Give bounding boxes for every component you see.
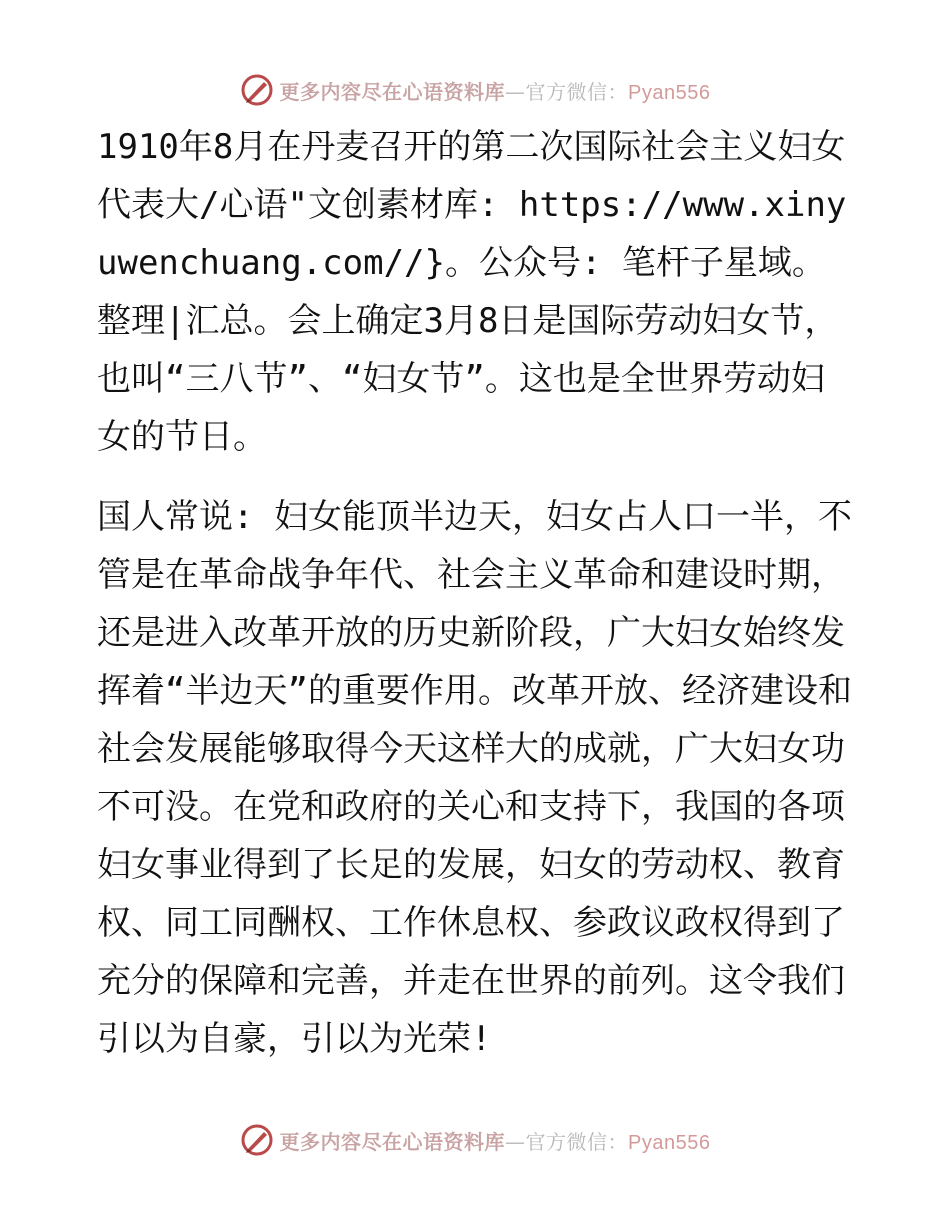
watermark-wechat-label: 官方微信： [525,79,629,104]
paragraph-1: 1910年8月在丹麦召开的第二次国际社会主义妇女代表大/心语"文创素材库: https://www.xinyuwenchuang.com//}。公众号: 笔杆子星域。整理|汇总。会上确定3月8日是国际劳动妇女节，也叫“三八节”、“妇女节”。这也是全世界劳动妇女的节日。 [97,127,847,457]
watermark-text [280,76,711,105]
watermark-wechat-handle: Pyan556 [628,1131,711,1154]
document-body [97,118,857,1090]
pen-logo-icon [240,1123,274,1157]
watermark-separator: — [505,79,526,104]
watermark-wechat-handle: Pyan556 [628,81,711,104]
watermark-wechat-label: 官方微信： [525,1129,629,1154]
watermark-site-text: 更多内容尽在心语资料库 [279,1129,506,1154]
watermark-text [280,1126,711,1155]
paragraph-2: 国人常说: 妇女能顶半边天，妇女占人口一半，不管是在革命战争年代、社会主义革命和建设时期，还是进入改革开放的历史新阶段，广大妇女始终发挥着“半边天”的重要作用。改革开放、经济建设和社会发展能够取得今天这样大的成就，广大妇女功不可没。在党和政府的关心和支持下，我国的各项妇女事业得到了长足的发展，妇女的劳动权、教育权、同工同酬权、工作休息权、参政议政权得到了充分的保障和完善，并走在世界的前列。这令我们引以为自豪，引以为光荣! [97,497,852,1059]
header-watermark [0,70,950,110]
watermark-separator: — [505,1129,526,1154]
watermark-site-text: 更多内容尽在心语资料库 [279,79,506,104]
footer-watermark [0,1120,950,1160]
pen-logo-icon [240,73,274,107]
